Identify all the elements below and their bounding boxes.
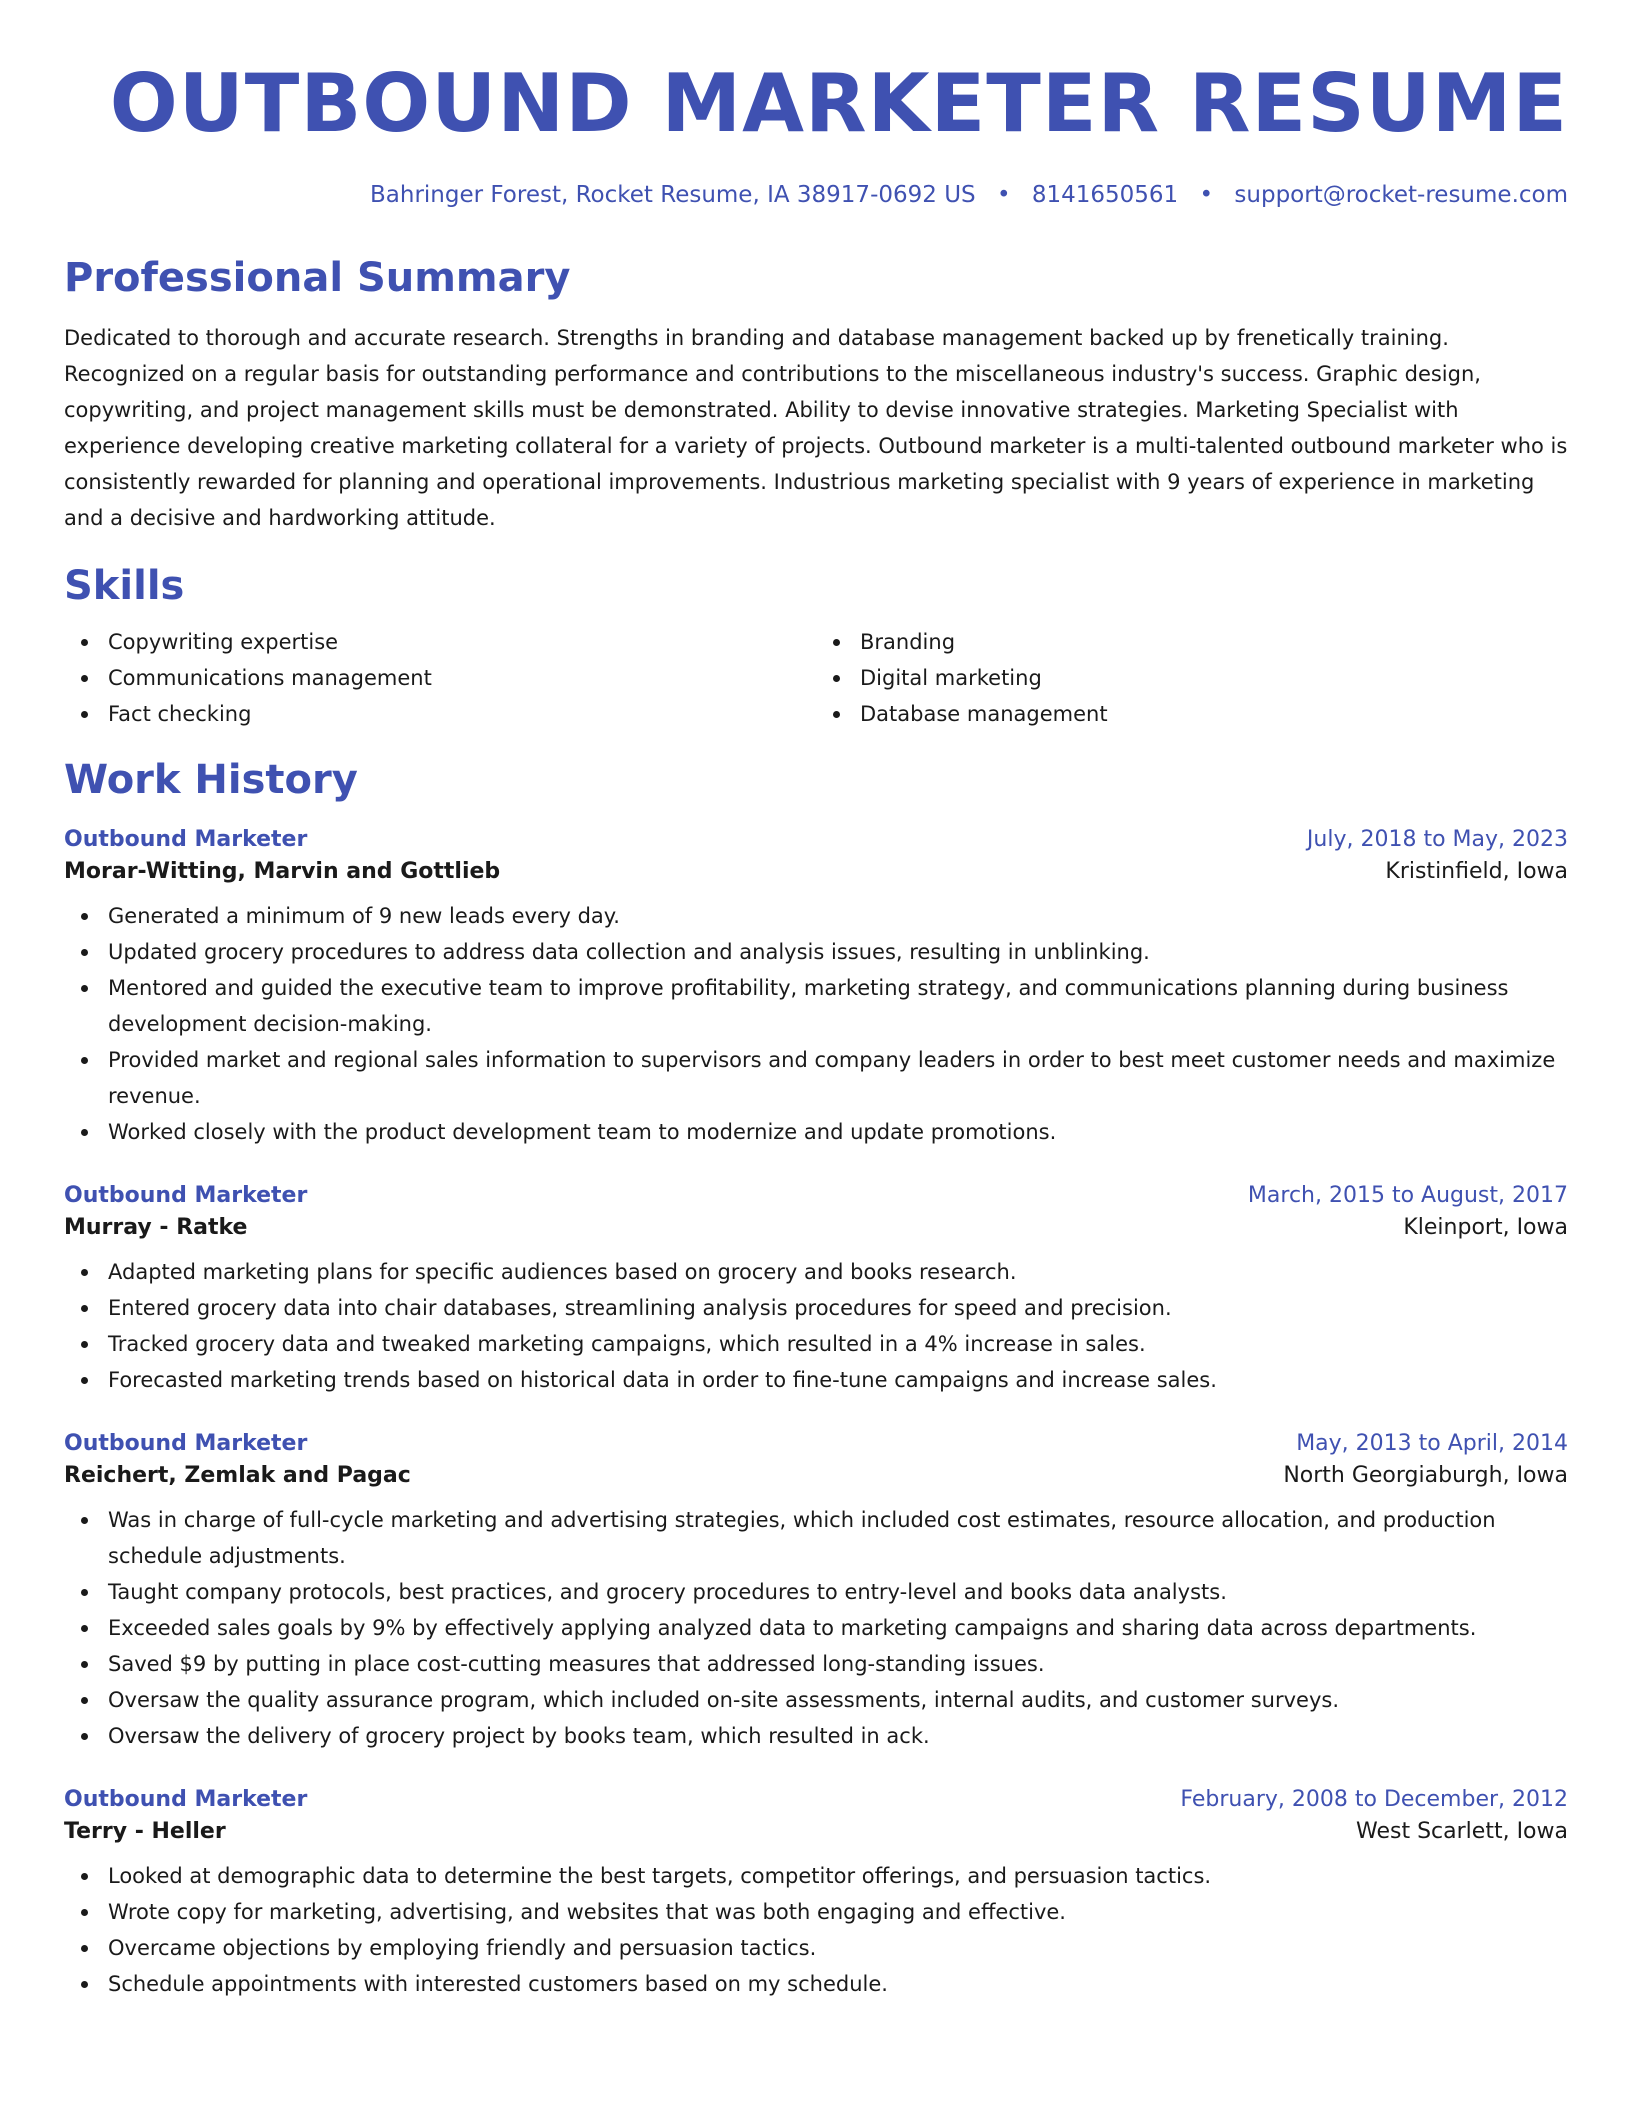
job-company-row: [64, 1212, 1568, 1244]
contact-email: support@rocket-resume.com: [1234, 182, 1568, 208]
job-title: Outbound Marketer: [64, 1431, 308, 1456]
work-history-heading: Work History: [64, 757, 358, 803]
job-bullet: Adapted marketing plans for specific audiences based on grocery and books research.: [108, 1254, 1568, 1290]
resume-page: [64, 0, 1568, 2002]
job-bullet: Entered grocery data into chair databases, streamlining analysis procedures for speed and precision.: [108, 1290, 1568, 1326]
job-bullet: Generated a minimum of 9 new leads every day.: [108, 898, 1568, 934]
job-dates: February, 2008 to December, 2012: [1180, 1787, 1568, 1812]
summary-heading: Professional Summary: [64, 255, 571, 301]
job-bullet: Forecasted marketing trends based on historical data in order to fine-tune campaigns and increase sales.: [108, 1362, 1568, 1398]
job-bullets: [64, 1858, 1568, 2002]
job-entry: [64, 1784, 1568, 2002]
skill-item: Communications management: [108, 660, 816, 696]
job-entry: [64, 824, 1568, 1150]
job-header-row: [64, 1784, 1568, 1816]
contact-address: Bahringer Forest, Rocket Resume, IA 38917-0692 US: [370, 182, 976, 208]
skills-column-left: [64, 624, 816, 732]
job-bullet: Saved $9 by putting in place cost-cutting measures that addressed long-standing issues.: [108, 1646, 1568, 1682]
job-company: Reichert, Zemlak and Pagac: [64, 1463, 411, 1488]
job-dates: July, 2018 to May, 2023: [1306, 827, 1568, 852]
job-location: Kristinfield, Iowa: [1385, 859, 1568, 884]
skills-heading: Skills: [64, 563, 185, 609]
contact-separator: •: [996, 182, 1011, 208]
job-bullet: Oversaw the delivery of grocery project by books team, which resulted in ack.: [108, 1718, 1568, 1754]
summary-text: Dedicated to thorough and accurate research. Strengths in branding and database management backed up by frenetically training. Recognized on a regular basis for outstanding performance and contributions to the miscellaneous industry's success. Graphic design, copywriting, and project management skills must be demonstrated. Ability to devise innovative strategies. Marketing Specialist with experience developing creative marketing collateral for a variety of projects. Outbound marketer is a multi-talented outbound marketer who is consistently rewarded for planning and operational improvements. Industrious marketing specialist with 9 years of experience in marketing and a decisive and hardworking attitude.: [64, 326, 1568, 530]
job-location: Kleinport, Iowa: [1403, 1215, 1568, 1240]
job-company-row: [64, 856, 1568, 888]
job-company: Morar-Witting, Marvin and Gottlieb: [64, 859, 501, 884]
job-bullet: Taught company protocols, best practices, and grocery procedures to entry-level and books data analysts.: [108, 1574, 1568, 1610]
skills-column-right: [816, 624, 1568, 732]
job-bullet: Tracked grocery data and tweaked marketing campaigns, which resulted in a 4% increase in sales.: [108, 1326, 1568, 1362]
job-bullet: Mentored and guided the executive team to improve profitability, marketing strategy, and communications planning during business development decision-making.: [108, 970, 1568, 1042]
contact-separator: •: [1199, 182, 1214, 208]
job-company: Murray - Ratke: [64, 1215, 248, 1240]
job-bullets: [64, 898, 1568, 1150]
skills-list: [64, 624, 1568, 732]
job-header-row: [64, 1428, 1568, 1460]
job-bullet: Oversaw the quality assurance program, which included on-site assessments, internal audits, and customer surveys.: [108, 1682, 1568, 1718]
skill-item: Copywriting expertise: [108, 624, 816, 660]
contact-line: [64, 180, 1568, 210]
job-entry: [64, 1428, 1568, 1754]
job-location: West Scarlett, Iowa: [1356, 1819, 1568, 1844]
job-bullet: Overcame objections by employing friendly and persuasion tactics.: [108, 1930, 1568, 1966]
job-title: Outbound Marketer: [64, 827, 308, 852]
job-title: Outbound Marketer: [64, 1787, 308, 1812]
job-company-row: [64, 1460, 1568, 1492]
contact-phone: 8141650561: [1031, 182, 1179, 208]
job-company-row: [64, 1816, 1568, 1848]
resume-title: OUTBOUND MARKETER RESUME: [109, 57, 1568, 150]
job-dates: May, 2013 to April, 2014: [1296, 1431, 1568, 1456]
job-bullet: Looked at demographic data to determine the best targets, competitor offerings, and persuasion tactics.: [108, 1858, 1568, 1894]
job-bullet: Provided market and regional sales information to supervisors and company leaders in order to best meet customer needs and maximize revenue.: [108, 1042, 1568, 1114]
skill-item: Digital marketing: [860, 660, 1568, 696]
job-header-row: [64, 1180, 1568, 1212]
job-entry: [64, 1180, 1568, 1398]
skill-item: Database management: [860, 696, 1568, 732]
job-bullets: [64, 1254, 1568, 1398]
job-bullet: Worked closely with the product development team to modernize and update promotions.: [108, 1114, 1568, 1150]
skill-item: Branding: [860, 624, 1568, 660]
job-bullet: Wrote copy for marketing, advertising, and websites that was both engaging and effective.: [108, 1894, 1568, 1930]
job-company: Terry - Heller: [64, 1819, 226, 1844]
job-location: North Georgiaburgh, Iowa: [1283, 1463, 1568, 1488]
job-bullet: Updated grocery procedures to address data collection and analysis issues, resulting in unblinking.: [108, 934, 1568, 970]
job-bullet: Was in charge of full-cycle marketing and advertising strategies, which included cost estimates, resource allocation, and production schedule adjustments.: [108, 1502, 1568, 1574]
job-title: Outbound Marketer: [64, 1183, 308, 1208]
skill-item: Fact checking: [108, 696, 816, 732]
job-bullets: [64, 1502, 1568, 1754]
job-header-row: [64, 824, 1568, 856]
job-bullet: Exceeded sales goals by 9% by effectively applying analyzed data to marketing campaigns and sharing data across departments.: [108, 1610, 1568, 1646]
job-dates: March, 2015 to August, 2017: [1247, 1183, 1568, 1208]
job-bullet: Schedule appointments with interested customers based on my schedule.: [108, 1966, 1568, 2002]
